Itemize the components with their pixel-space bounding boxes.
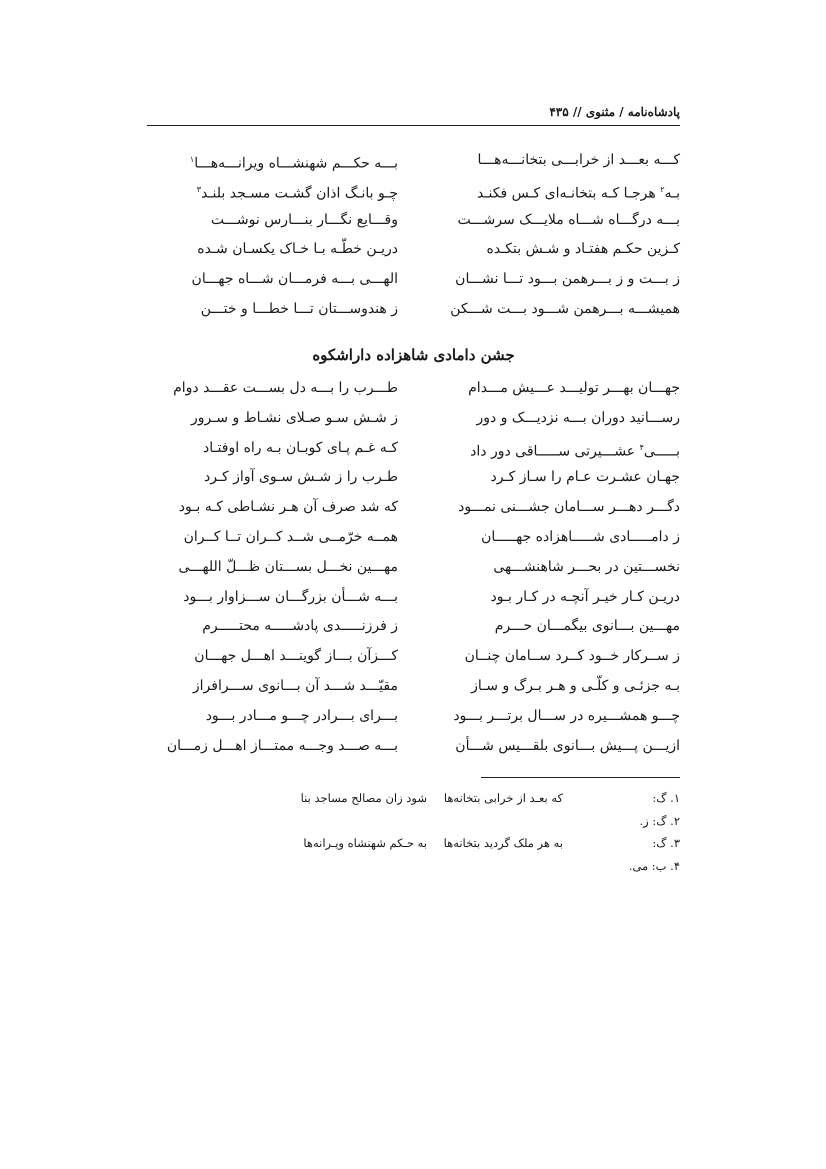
second-hemistich bbox=[128, 437, 398, 459]
hemistich-text: نخســـتین در بحـــر شاهنشـــهی bbox=[493, 558, 680, 575]
page-header bbox=[147, 101, 680, 126]
hemistich-text: هرجـا کـه بتخانـه‌ای کـس فکنـد bbox=[477, 185, 661, 202]
first-hemistich bbox=[420, 407, 680, 429]
couplet bbox=[147, 377, 680, 407]
couplet bbox=[147, 149, 680, 179]
second-hemistich bbox=[128, 209, 398, 231]
first-hemistich bbox=[420, 209, 680, 231]
hemistich-text: مقیّـــد شـــد آن بـــانوی ســـرافراز bbox=[192, 677, 398, 694]
second-hemistich bbox=[128, 556, 398, 578]
couplet bbox=[147, 586, 680, 616]
first-hemistich bbox=[420, 298, 680, 320]
couplet bbox=[147, 268, 680, 298]
footnote-number: ۳. گ: bbox=[652, 836, 680, 850]
hemistich-text: ز هندوســـتان تـــا خطـــا و ختـــن bbox=[200, 300, 398, 317]
first-hemistich bbox=[420, 238, 680, 260]
hemistich-text: ز بـــت و ز بـــرهمن بـــود تـــا نشـــان bbox=[455, 271, 680, 288]
couplet bbox=[147, 466, 680, 496]
couplet bbox=[147, 209, 680, 239]
hemistich-text: طـــرب را بـــه دل بســـت عقـــد دوام bbox=[173, 380, 398, 396]
second-hemistich bbox=[128, 675, 398, 697]
footnote-variant: به هر ملک گردید بتخانه‌ها bbox=[443, 836, 563, 850]
section-title: جشن دامادی شاهزاده داراشکوه bbox=[312, 346, 515, 364]
hemistich-text: مهـــین بـــانوی بیگمـــان حـــرم bbox=[494, 618, 680, 635]
hemistich-text: کـه غـم پـای کوبـان بـه راه اوفتـاد bbox=[202, 439, 398, 456]
hemistich-text: ز دامـــــادی شـــــاهزاده جهـــــان bbox=[481, 528, 680, 545]
poem-section-1 bbox=[147, 149, 680, 328]
hemistich-text: بـــرای بـــرادر چـــو مـــادر بـــود bbox=[205, 707, 398, 724]
hemistich-text: مهـــین نخـــل بســـتان ظـــلّ اللهـــی bbox=[178, 558, 398, 575]
hemistich-text: دریـن خطّـه بـا خـاک یکسـان شـده bbox=[197, 241, 398, 258]
footnote-number: ۱. گ: bbox=[652, 791, 680, 805]
hemistich-text: وقـــایع نگـــار بنـــارس نوشـــت bbox=[210, 211, 398, 228]
footnote-rule bbox=[481, 777, 680, 778]
hemistich-text: بـه bbox=[664, 185, 680, 202]
first-hemistich bbox=[420, 437, 680, 463]
first-hemistich bbox=[420, 705, 680, 727]
hemistich-text: کـــزآن بـــاز گوینـــد اهـــل جهـــان bbox=[194, 648, 398, 665]
first-hemistich bbox=[420, 179, 680, 205]
hemistich-text: ز شـش سـو صـلای نشـاط و سـرور bbox=[190, 409, 398, 426]
first-hemistich bbox=[420, 466, 680, 488]
second-hemistich bbox=[128, 298, 398, 320]
couplet bbox=[147, 238, 680, 268]
first-hemistich bbox=[420, 615, 680, 637]
first-hemistich bbox=[420, 149, 680, 171]
second-hemistich bbox=[128, 149, 398, 175]
hemistich-text: جهـــان بهـــر تولیـــد عـــیش مـــدام bbox=[468, 380, 680, 396]
first-hemistich bbox=[420, 556, 680, 578]
footnote bbox=[147, 791, 680, 814]
hemistich-text: عشـــیرتی ســـــاقی دور داد bbox=[470, 443, 640, 460]
hemistich-text: دریـن کـار خیـر آنچـه در کـار بـود bbox=[490, 588, 680, 605]
hemistich-text: ز ســرکار خــود کــرد ســامان چنــان bbox=[464, 648, 680, 665]
hemistich-text: کـزین حکـم هفتـاد و شـش بتکـده bbox=[486, 241, 680, 258]
couplet bbox=[147, 675, 680, 705]
hemistich-text: طـرب را ز شـش سـوی آواز کـرد bbox=[204, 469, 398, 486]
hemistich-text: بـــه صـــد وجـــه ممتـــاز اهـــل زمـــان bbox=[166, 737, 398, 754]
couplet bbox=[147, 645, 680, 675]
second-hemistich bbox=[128, 615, 398, 637]
footnote-marker: ۳ bbox=[196, 184, 202, 194]
footnote bbox=[147, 814, 680, 837]
hemistich-text: چـو بانـگ اذان گشـت مسـجد بلنـد bbox=[201, 185, 398, 202]
couplet bbox=[147, 437, 680, 467]
couplet bbox=[147, 179, 680, 209]
second-hemistich bbox=[128, 496, 398, 518]
hemistich-text: ز فرزنـــــدی پادشـــــه محتـــــرم bbox=[202, 618, 398, 635]
first-hemistich bbox=[420, 526, 680, 548]
couplet bbox=[147, 615, 680, 645]
second-hemistich bbox=[128, 377, 398, 399]
first-hemistich bbox=[420, 496, 680, 518]
first-hemistich bbox=[420, 268, 680, 290]
hemistich-text: رســـانید دوران بـــه نزدیـــک و دور bbox=[476, 409, 680, 426]
couplet bbox=[147, 496, 680, 526]
second-hemistich bbox=[128, 179, 398, 205]
first-hemistich bbox=[420, 735, 680, 757]
hemistich-text: جهـان عشـرت عـام را سـاز کـرد bbox=[490, 469, 680, 486]
hemistich-text: بـــــی bbox=[643, 443, 680, 460]
footnote-variant: به حـکم شهنشاه ویـرانه‌ها bbox=[303, 836, 427, 850]
hemistich-text: بـــه شـــأن بزرگـــان ســـزاوار بـــود bbox=[183, 588, 398, 605]
second-hemistich bbox=[128, 407, 398, 429]
second-hemistich bbox=[128, 735, 398, 757]
couplet bbox=[147, 526, 680, 556]
hemistich-text: که شد صرف آن هـر نشـاطی کـه بـود bbox=[178, 499, 398, 516]
second-hemistich bbox=[128, 466, 398, 488]
second-hemistich bbox=[128, 268, 398, 290]
second-hemistich bbox=[128, 645, 398, 667]
first-hemistich bbox=[420, 675, 680, 697]
second-hemistich bbox=[128, 526, 398, 548]
footnote-number: ۴. ب: می. bbox=[628, 858, 680, 873]
couplet bbox=[147, 735, 680, 765]
footnote-number: ۲. گ: ز. bbox=[639, 813, 680, 828]
hemistich-text: چـــو همشـــیره در ســـال برتـــر بـــود bbox=[453, 707, 680, 724]
hemistich-text: همــه خرّمــی شــد کــران تــا کــران bbox=[183, 528, 398, 545]
footnote-marker: ۱ bbox=[189, 155, 195, 164]
hemistich-text: بـــه حکـــم شهنشـــاه ویرانـــه‌هـــا bbox=[194, 155, 398, 172]
hemistich-text: دگـــر دهـــر ســـامان جشـــنی نمـــود bbox=[458, 499, 680, 516]
hemistich-text: بـه جزئـی و کلّـی و هـر بـرگ و سـاز bbox=[471, 677, 680, 694]
first-hemistich bbox=[420, 645, 680, 667]
first-hemistich bbox=[420, 586, 680, 608]
couplet bbox=[147, 298, 680, 328]
hemistich-text: همیشـــه بـــرهمن شـــود بـــت شـــکن bbox=[450, 300, 680, 317]
poem-section-2 bbox=[147, 377, 680, 764]
hemistich-text: بـــه درگـــاه شـــاه ملایـــک سرشـــت bbox=[457, 211, 680, 228]
hemistich-text: ازیـــن پـــیش بـــانوی بلقـــیس شـــأن bbox=[455, 737, 680, 754]
footnote-marker: ۴ bbox=[639, 442, 644, 452]
couplet bbox=[147, 407, 680, 437]
footnote bbox=[147, 836, 680, 859]
footnote-variant: که بعـد از خرابی بتخانه‌ها bbox=[443, 791, 563, 805]
hemistich-text: الهـــی بـــه فرمـــان شـــاه جهـــان bbox=[191, 271, 398, 288]
second-hemistich bbox=[128, 238, 398, 260]
running-header: پادشاه‌نامه / مثنوی // ۴۳۵ bbox=[549, 105, 680, 119]
footnote-variant: شود زان مصالح مساجد بنا bbox=[300, 791, 427, 805]
footnotes bbox=[147, 791, 680, 881]
footnote-marker: ۲ bbox=[660, 184, 665, 194]
first-hemistich bbox=[420, 377, 680, 399]
couplet bbox=[147, 556, 680, 586]
second-hemistich bbox=[128, 705, 398, 727]
couplet bbox=[147, 705, 680, 735]
hemistich-text: کـــه بعـــد از خرابـــی بتخانـــه‌هـــا bbox=[477, 152, 680, 168]
footnote bbox=[147, 859, 680, 882]
second-hemistich bbox=[128, 586, 398, 608]
